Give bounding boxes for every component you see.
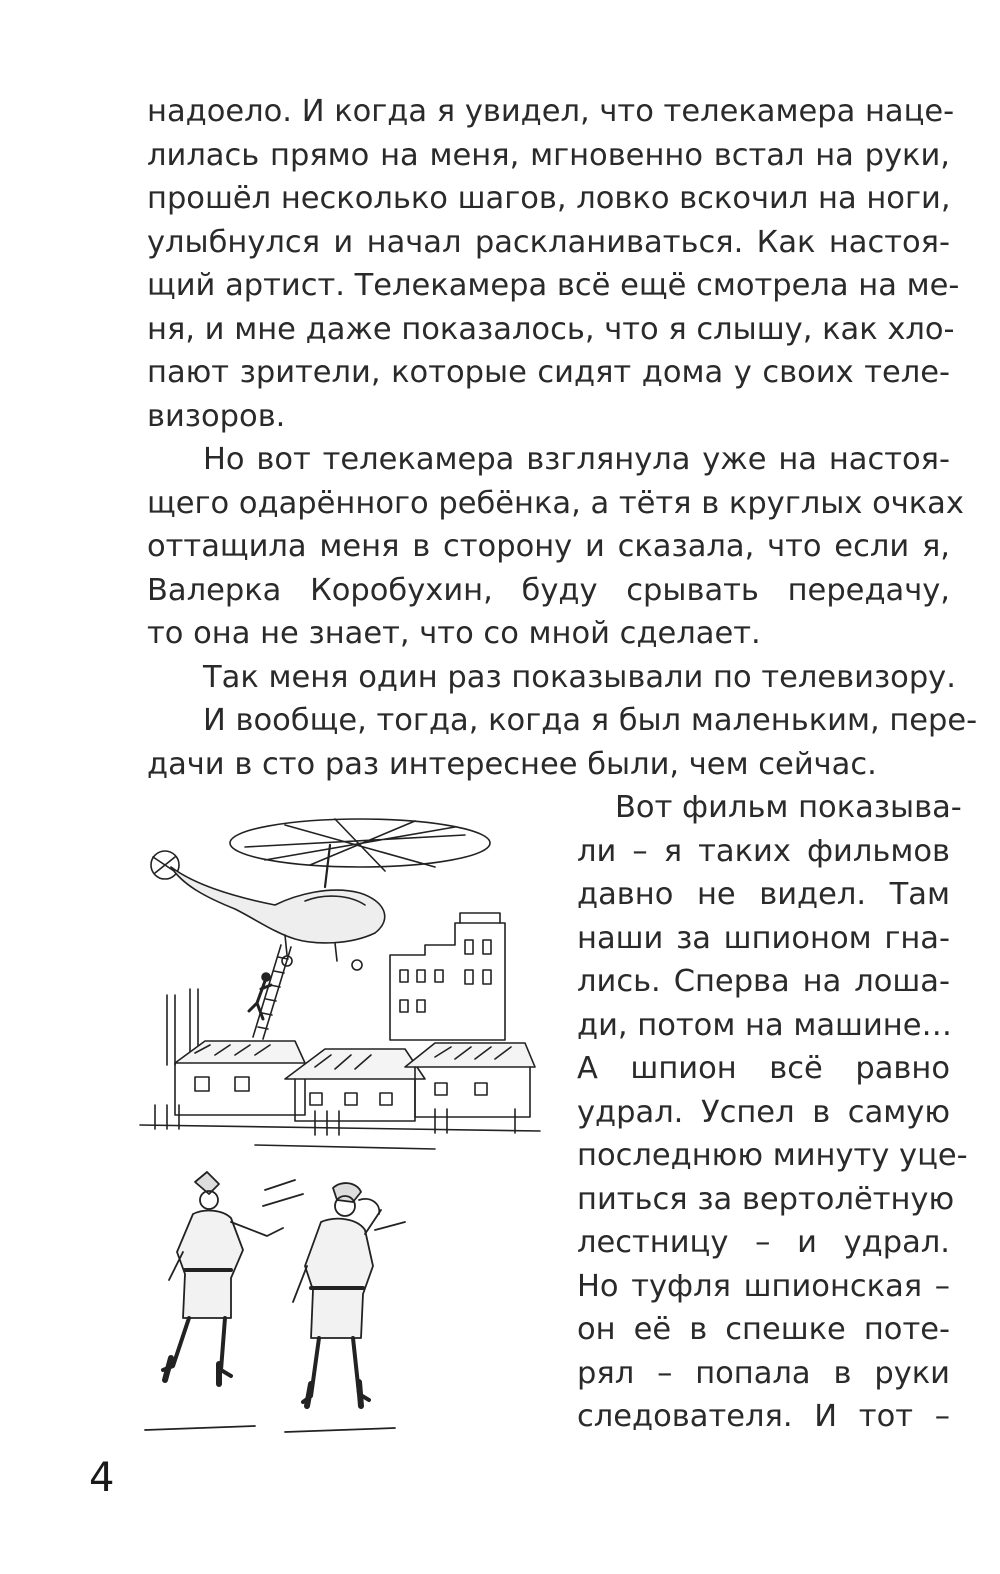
text-line: надоело. И когда я увидел, что телекамера наце- [147,94,955,129]
helicopter-illustration [135,805,545,1160]
text-line: И вообще, тогда, когда я был маленьким, пере- [203,703,978,738]
text-line: удрал. Успел в самую [577,1094,950,1130]
text-line: щего одарённого ребёнка, а тётя в круглых очках [147,485,964,521]
text-line: ня, и мне даже показалось, что я слышу, как хло- [147,311,955,347]
text-line: питься за вертолётную [577,1181,955,1217]
text-line: лилась прямо на меня, мгновенно встал на руки, [147,137,950,173]
soldiers-illustration [135,1170,415,1470]
text-line: ди, потом на машине… [577,1007,952,1043]
text-line: пают зрители, которые сидят дома у своих теле- [147,355,950,390]
text-line: Так меня один раз показывали по телевизору. [203,659,956,695]
text-line: лестницу – и удрал. [577,1225,950,1260]
text-line: рял – попала в руки [577,1355,950,1391]
page-number: 4 [89,1455,115,1501]
text-line: щий артист. Телекамера всё ещё смотрела на ме- [147,268,960,303]
text-line: Но вот телекамера взглянула уже на настоя- [203,442,950,477]
text-line: он её в спешке поте- [577,1312,950,1347]
text-line: давно не видел. Там [577,877,950,912]
text-line: Вот фильм показыва- [615,790,962,825]
text-line: оттащила меня в сторону и сказала, что если я, [147,529,950,564]
text-line: Но туфля шпионская – [577,1268,950,1304]
text-line: дачи в сто раз интереснее были, чем сейчас. [147,746,877,782]
text-line: А шпион всё равно [577,1051,950,1086]
text-line: прошёл несколько шагов, ловко вскочил на ноги, [147,181,951,216]
text-line: лись. Сперва на лоша- [577,964,950,999]
text-line: то она не знает, что со мной сделает. [147,616,761,651]
text-line: следователя. И тот – [577,1399,950,1434]
text-line: визоров. [147,398,286,434]
text-line: ли – я таких фильмов [577,833,950,869]
text-line: последнюю минуту уце- [577,1138,968,1173]
text-line: Валерка Коробухин, буду срывать передачу, [147,572,950,608]
text-line: наши за шпионом гна- [577,920,950,956]
text-line: улыбнулся и начал раскланиваться. Как настоя- [147,224,950,260]
